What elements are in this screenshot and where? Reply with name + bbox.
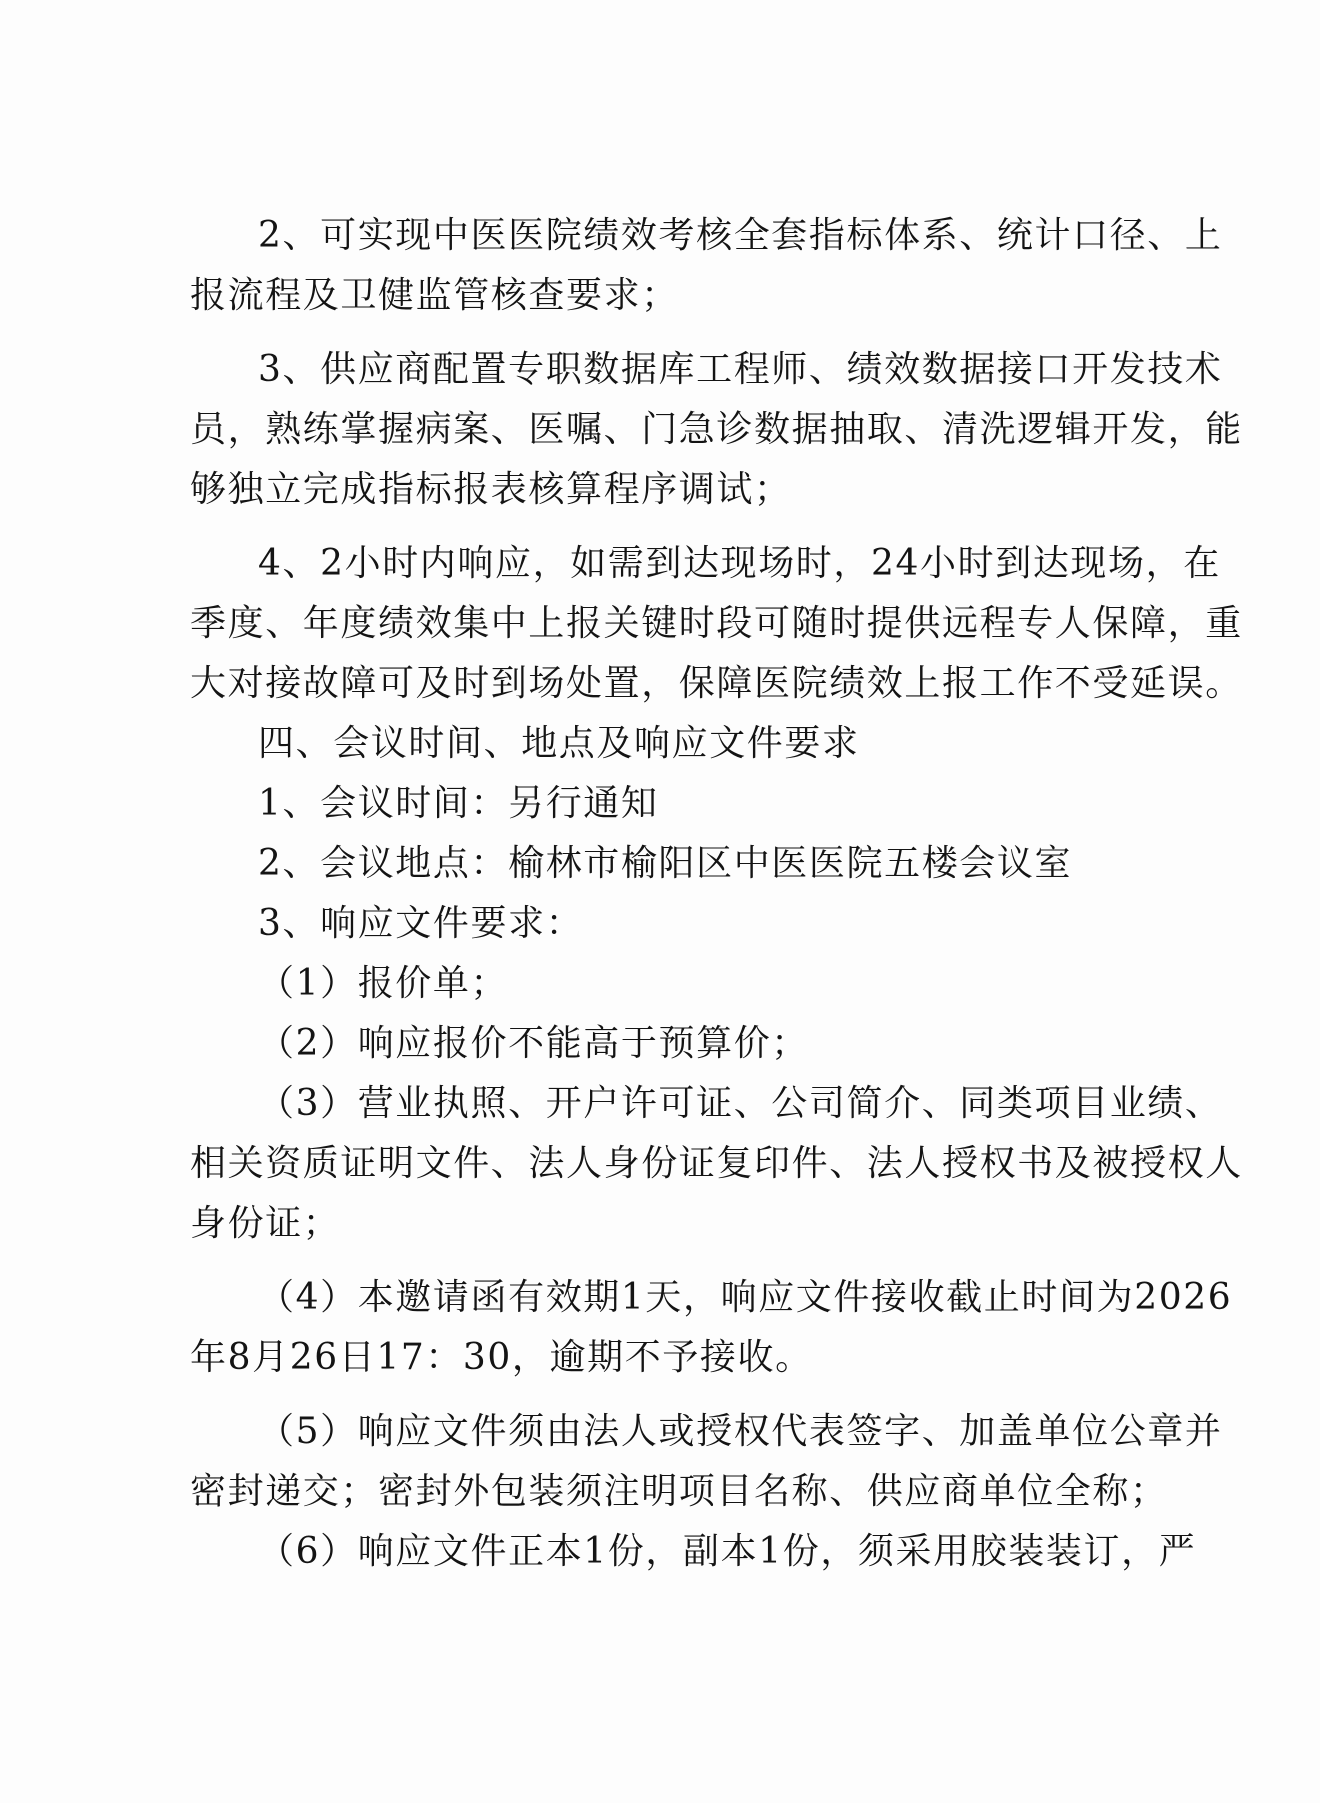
paragraph-line: 2、会议地点：榆林市榆阳区中医医院五楼会议室: [258, 843, 1073, 884]
paragraph-line: 员，熟练掌握病案、医嘱、门急诊数据抽取、清洗逻辑开发，能: [190, 409, 1243, 450]
paragraph-line: 2、可实现中医医院绩效考核全套指标体系、统计口径、上: [258, 215, 1223, 256]
list-item: （3）营业执照、开户许可证、公司简介、同类项目业绩、: [258, 1083, 1223, 1124]
paragraph-line: 报流程及卫健监管核查要求；: [190, 275, 679, 316]
list-item: （5）响应文件须由法人或授权代表签字、加盖单位公章并: [258, 1411, 1223, 1452]
section-heading: 四、会议时间、地点及响应文件要求: [258, 723, 860, 764]
paragraph-line: 1、会议时间：另行通知: [258, 783, 659, 824]
paragraph-line: 密封递交；密封外包装须注明项目名称、供应商单位全称；: [190, 1471, 1168, 1512]
paragraph-line: 季度、年度绩效集中上报关键时段可随时提供远程专人保障，重: [190, 603, 1243, 644]
document-body: [190, 206, 1243, 1582]
paragraph-line: 年8月26日17：30，逾期不予接收。: [190, 1337, 813, 1378]
paragraph-line: 3、供应商配置专职数据库工程师、绩效数据接口开发技术: [258, 349, 1223, 390]
paragraph-line: 大对接故障可及时到场处置，保障医院绩效上报工作不受延误。: [190, 663, 1243, 704]
list-item: （6）响应文件正本1份，副本1份，须采用胶装装订，严: [258, 1531, 1197, 1572]
paragraph-line: 相关资质证明文件、法人身份证复印件、法人授权书及被授权人: [190, 1143, 1243, 1184]
list-item: （1）报价单；: [258, 963, 509, 1004]
paragraph-line: 4、2小时内响应，如需到达现场时，24小时到达现场，在: [258, 543, 1221, 584]
paragraph-line: 身份证；: [190, 1203, 341, 1244]
paragraph-line: 3、响应文件要求：: [258, 903, 584, 944]
list-item: （2）响应报价不能高于预算价；: [258, 1023, 809, 1064]
paragraph-line: 够独立完成指标报表核算程序调试；: [190, 469, 792, 510]
list-item: （4）本邀请函有效期1天，响应文件接收截止时间为2026: [258, 1277, 1233, 1318]
